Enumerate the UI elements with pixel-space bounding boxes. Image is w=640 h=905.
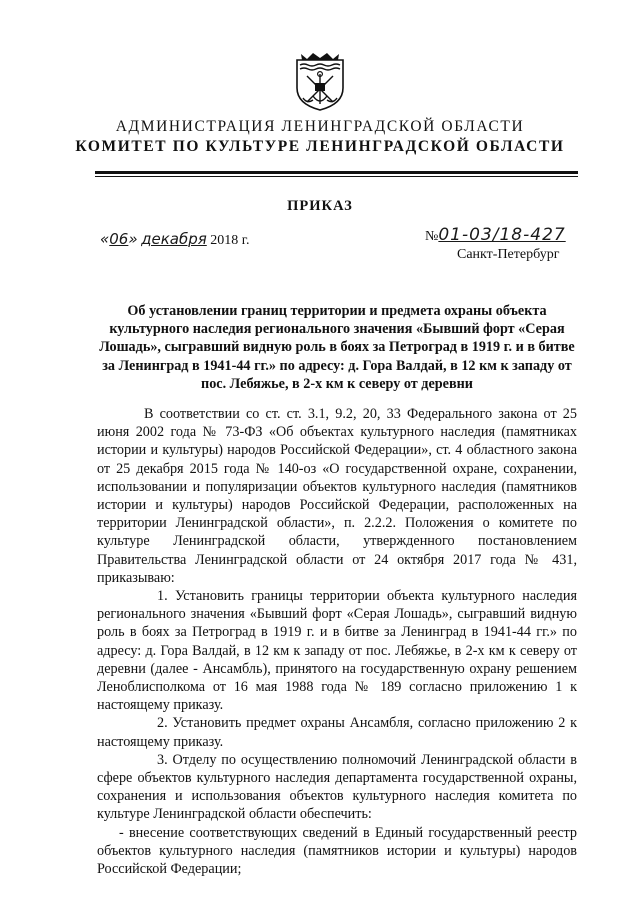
intro-paragraph: В соответствии со ст. ст. 3.1, 9.2, 20, 33 Федерального закона от 25 июня 2002 года № 73-ФЗ «Об объектах культурного наследия (памятниках истории и культуры) народов Российской Федерации», ст. 4 областного закона от 25 декабря 2015 года № 140-оз «О государственной охране, сохранении, использовании и популяризации объектов культурного наследия (памятников истории и культуры) народов Российской Федерации, расположенных на территории Ленинградской области», п. 2.2.2. Положения о комитете по культуре Ленинградской области, утвержденного постановлением Правительства Ленинградской области от 24 октября 2017 года № 431, приказываю: bbox=[97, 406, 577, 586]
clause-1: 1. Установить границы территории объекта культурного наследия регионального значения «Бывший форт «Серая Лошадь», сыгравший видную роль в боях за Петроград в 1919 г. и в битве за Ленинград в 1941-44 гг.» по адресу: д. Гора Валдай, в 12 км к западу от пос. Лебяжье, в 2-х км к северу от деревни (далее - Ансамбль), принятого на государственную охрану решением Леноблисполкома от 16 мая 1988 года № 189 согласно приложению 1 к настоящему приказу. bbox=[97, 588, 577, 714]
date-day: 06 bbox=[109, 230, 129, 248]
date-month: декабря bbox=[141, 230, 207, 248]
clause-3: 3. Отделу по осуществлению полномочий Ленинградской области в сфере объектов культурного наследия департамента государственной охраны, сохранения и использования объектов культурного наследия комитета по культуре Ленинградской области обеспечить: bbox=[97, 751, 577, 823]
order-date bbox=[100, 230, 249, 249]
order-number bbox=[425, 225, 566, 245]
order-subject: Об установлении границ территории и предмета охраны объекта культурного наследия регионального значения «Бывший форт «Серая Лошадь», сыгравший видную роль в боях за Петроград в 1919 г. и в битве за Ленинград в 1941-44 гг.» по адресу: д. Гора Валдай, в 12 км к западу от пос. Лебяжье, в 2-х км к северу от деревни bbox=[99, 303, 575, 392]
header-divider-thick bbox=[95, 171, 578, 174]
coat-of-arms-icon bbox=[293, 50, 347, 112]
committee-name: КОМИТЕТ ПО КУЛЬТУРЕ ЛЕНИНГРАДСКОЙ ОБЛАСТИ bbox=[75, 138, 565, 155]
number-sign: № bbox=[425, 229, 439, 244]
date-year: 2018 г. bbox=[210, 233, 250, 248]
header-divider-thin bbox=[95, 176, 578, 177]
date-open-quote: « bbox=[100, 230, 110, 248]
document-body bbox=[97, 405, 577, 878]
clause-2: 2. Установить предмет охраны Ансамбля, согласно приложению 2 к настоящему приказу. bbox=[97, 715, 577, 750]
organization-name: АДМИНИСТРАЦИЯ ЛЕНИНГРАДСКОЙ ОБЛАСТИ bbox=[115, 118, 525, 135]
document-type-title: ПРИКАЗ bbox=[287, 198, 353, 214]
clause-3-bullet-1: - внесение соответствующих сведений в Единый государственный реестр объектов культурного наследия (памятников истории и культуры) народов Российской Федерации; bbox=[97, 824, 577, 878]
date-close-quote: » bbox=[128, 230, 138, 248]
number-value: 01-03/18-427 bbox=[438, 225, 566, 245]
city: Санкт-Петербург bbox=[457, 247, 560, 262]
